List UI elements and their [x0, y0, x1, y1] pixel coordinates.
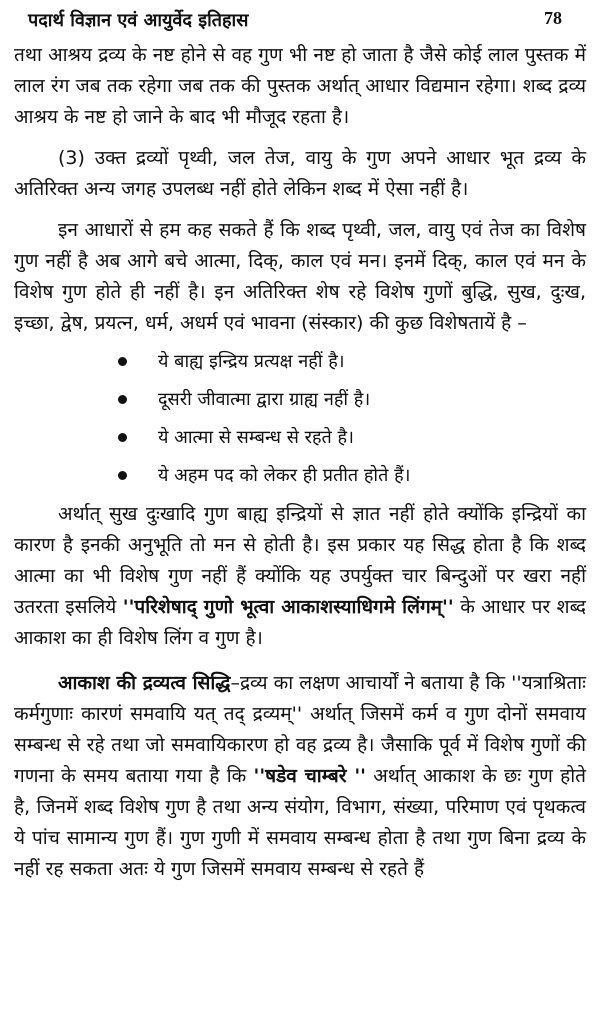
bullet-icon	[118, 471, 127, 480]
list-item: ये अहम पद को लेकर ही प्रतीत होते हैं।	[118, 457, 586, 495]
list-item: ये आत्मा से सम्बन्ध से रहते है।	[118, 419, 586, 457]
page-header	[14, 0, 586, 40]
page-number: 78	[544, 8, 562, 28]
bullet-icon	[118, 395, 127, 404]
bullet-icon	[118, 357, 127, 366]
list-item: ये बाह्य इन्द्रिय प्रत्यक्ष नहीं है।	[118, 343, 586, 381]
paragraph-akasha-dravyatva: आकाश की द्रव्यत्व सिद्धि–द्रव्य का लक्षण आचार्यों ने बताया है कि ''यत्राश्रिताः कर्मगुणाः कारणं समवायि यत् तद् द्रव्यम्'' अर्थात् जिसमें कर्म व गुण दोनों समवाय सम्बन्ध से रहे तथा जो समवायिकारण हो वह द्रव्य है। जैसाकि पूर्व में विशेष गुणों की गणना के समय बताया गया है कि ''षडेव चाम्बरे '' अर्थात् आकाश के छः गुण होते है, जिनमें शब्द विशेष गुण है तथा अन्य संयोग, विभाग, संख्या, परिमाण एवं पृथकत्व ये पांच सामान्य गुण हैं। गुण गुणी में समवाय सम्बन्ध होता है तथा गुण बिना द्रव्य के नहीं रह सकता अतः ये गुण जिसमें समवाय सम्बन्ध से रहते हैं	[14, 672, 586, 880]
paragraph-point-3: (3) उक्त द्रव्यों पृथ्वी, जल तेज, वायु के गुण अपने आधार भूत द्रव्य के अतिरिक्त अन्य जगह उपलब्ध नहीं होते लेकिन शब्द में ऐसा नहीं है।	[14, 147, 586, 200]
bullet-icon	[118, 433, 127, 442]
sanskrit-quote: ''परिशेषाद् गुणो भूत्वा आकाशस्याधिगमे लिंगम्''	[122, 596, 454, 618]
paragraph-continuation: तथा आश्रय द्रव्य के नष्ट होने से वह गुण भी नष्ट हो जाता है जैसे कोई लाल पुस्तक में लाल रंग जब तक रहेगा जब तक की पुस्तक अर्थात् आधार विद्यमान रहेगा। शब्द द्रव्य आश्रय के नष्ट हो जाने के बाद भी मौजूद रहता है।	[14, 44, 586, 128]
sanskrit-quote: ''षडेव चाम्बरे ''	[253, 765, 366, 787]
bullet-list	[14, 343, 586, 495]
section-heading: आकाश की द्रव्यत्व सिद्धि	[58, 672, 231, 694]
running-title: पदार्थ विज्ञान एवं आयुर्वेद इतिहास	[28, 10, 249, 31]
paragraph-conclusion: अर्थात् सुख दुःखादि गुण बाह्य इन्द्रियों से ज्ञात नहीं होते क्योंकि इन्द्रियों का कारण है इनकी अनुभूति तो मन से होती है। इस प्रकार यह सिद्ध होता है कि शब्द आत्मा का भी विशेष गुण नहीं हैं क्योंकि यह उपर्युक्त चार बिन्दुओं पर खरा नहीं उतरता इसलिये ''परिशेषाद् गुणो भूत्वा आकाशस्याधिगमे लिंगम्'' के आधार पर शब्द आकाश का ही विशेष लिंग व गुण है।	[14, 503, 586, 649]
paragraph-special-qualities: इन आधारों से हम कह सकते हैं कि शब्द पृथ्वी, जल, वायु एवं तेज का विशेष गुण नहीं है अब आगे बचे आत्मा, दिक्, काल एवं मन। इनमें दिक्, काल एवं मन के विशेष गुण होते ही नहीं है। इन अतिरिक्त शेष रहे विशेष गुणों बुद्धि, सुख, दुःख, इच्छा, द्वेष, प्रयत्न, धर्म, अधर्म एवं भावना (संस्कार) की कुछ विशेषतायें है –	[14, 219, 586, 334]
list-item: दूसरी जीवात्मा द्वारा ग्राह्य नहीं है।	[118, 381, 586, 419]
